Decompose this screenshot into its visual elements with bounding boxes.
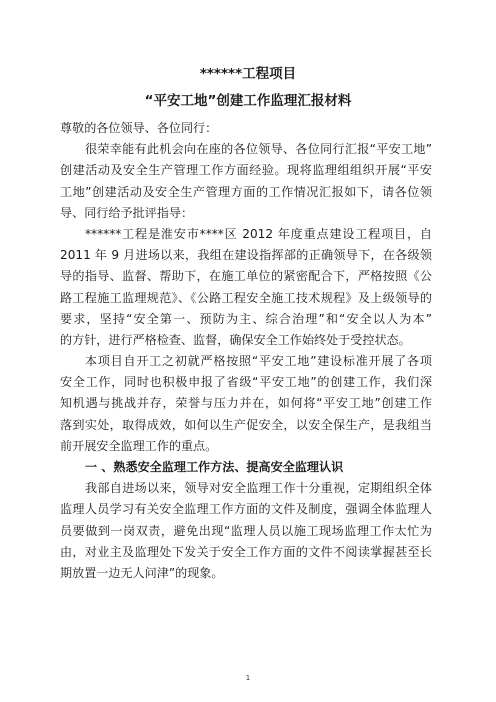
text-line: 2011 年 9 月进场以来，我组在建设指挥部的正确领导下，在各级领: [60, 248, 432, 263]
text-line: 尊敬的各位领导、各位同行：: [60, 121, 218, 135]
page-number: 1: [245, 674, 251, 682]
document-title-report: “平安工地”创建工作监理汇报材料: [144, 93, 352, 109]
text-line: 要求，坚持“安全第一、预防为主、综合治理”和“安全以人为本”: [60, 311, 432, 326]
text-line: 创建活动及安全生产管理工作方面经验。现将监理组组织开展“平安: [60, 163, 432, 178]
text-line: 员要做到一岗双责，避免出现“监理人员以施工现场监理工作太忙为: [60, 523, 432, 538]
text-line: 导、同行给予批评指导：: [60, 205, 194, 220]
text-line: 由，对业主及监理处下发关于安全工作方面的文件不阅读掌握甚至长: [60, 544, 432, 559]
document-body: [60, 118, 432, 584]
text-line: 很荣幸能有此机会向在座的各位领导、各位同行汇报“平安工地”: [85, 142, 432, 157]
text-line: 导的指导、监督、帮助下，在施工单位的紧密配合下，严格按照《公: [60, 269, 432, 284]
text-line: 我部自进场以来，领导对安全监理工作十分重视，定期组织全体: [85, 481, 432, 496]
text-line: 落到实处，取得成效，如何以生产促安全，以安全保生产，是我组当: [60, 417, 432, 432]
text-line: 前开展安全监理工作的重点。: [60, 438, 218, 453]
text-line: 安全工作，同时也积极申报了省级“平安工地”的创建工作，我们深: [60, 375, 432, 390]
text-line: 工地”创建活动及安全生产管理方面的工作情况汇报如下，请各位领: [60, 184, 432, 199]
text-line: 路工程施工监理规范》、《公路工程安全施工技术规程》及上级领导的: [60, 290, 432, 305]
section-heading: 一 、熟悉安全监理工作方法、提高安全监理认识: [85, 460, 344, 474]
text-line: 知机遇与挑战并存，荣誉与压力并在，如何将“平安工地”创建工作: [60, 396, 432, 411]
document-title-project: ******工程项目: [199, 66, 297, 82]
text-line: ******工程是淮安市****区 2012 年度重点建设工程项目，自: [85, 226, 432, 241]
text-line: 监理人员学习有关安全监理工作方面的文件及制度，强调全体监理人: [60, 502, 432, 517]
text-line: 期放置一边无人问津”的现象。: [60, 565, 224, 580]
text-line: 本项目自开工之初就严格按照“平安工地”建设标准开展了各项: [85, 354, 432, 369]
text-line: 的方针，进行严格检查、监督，确保安全工作始终处于受控状态。: [60, 332, 411, 347]
